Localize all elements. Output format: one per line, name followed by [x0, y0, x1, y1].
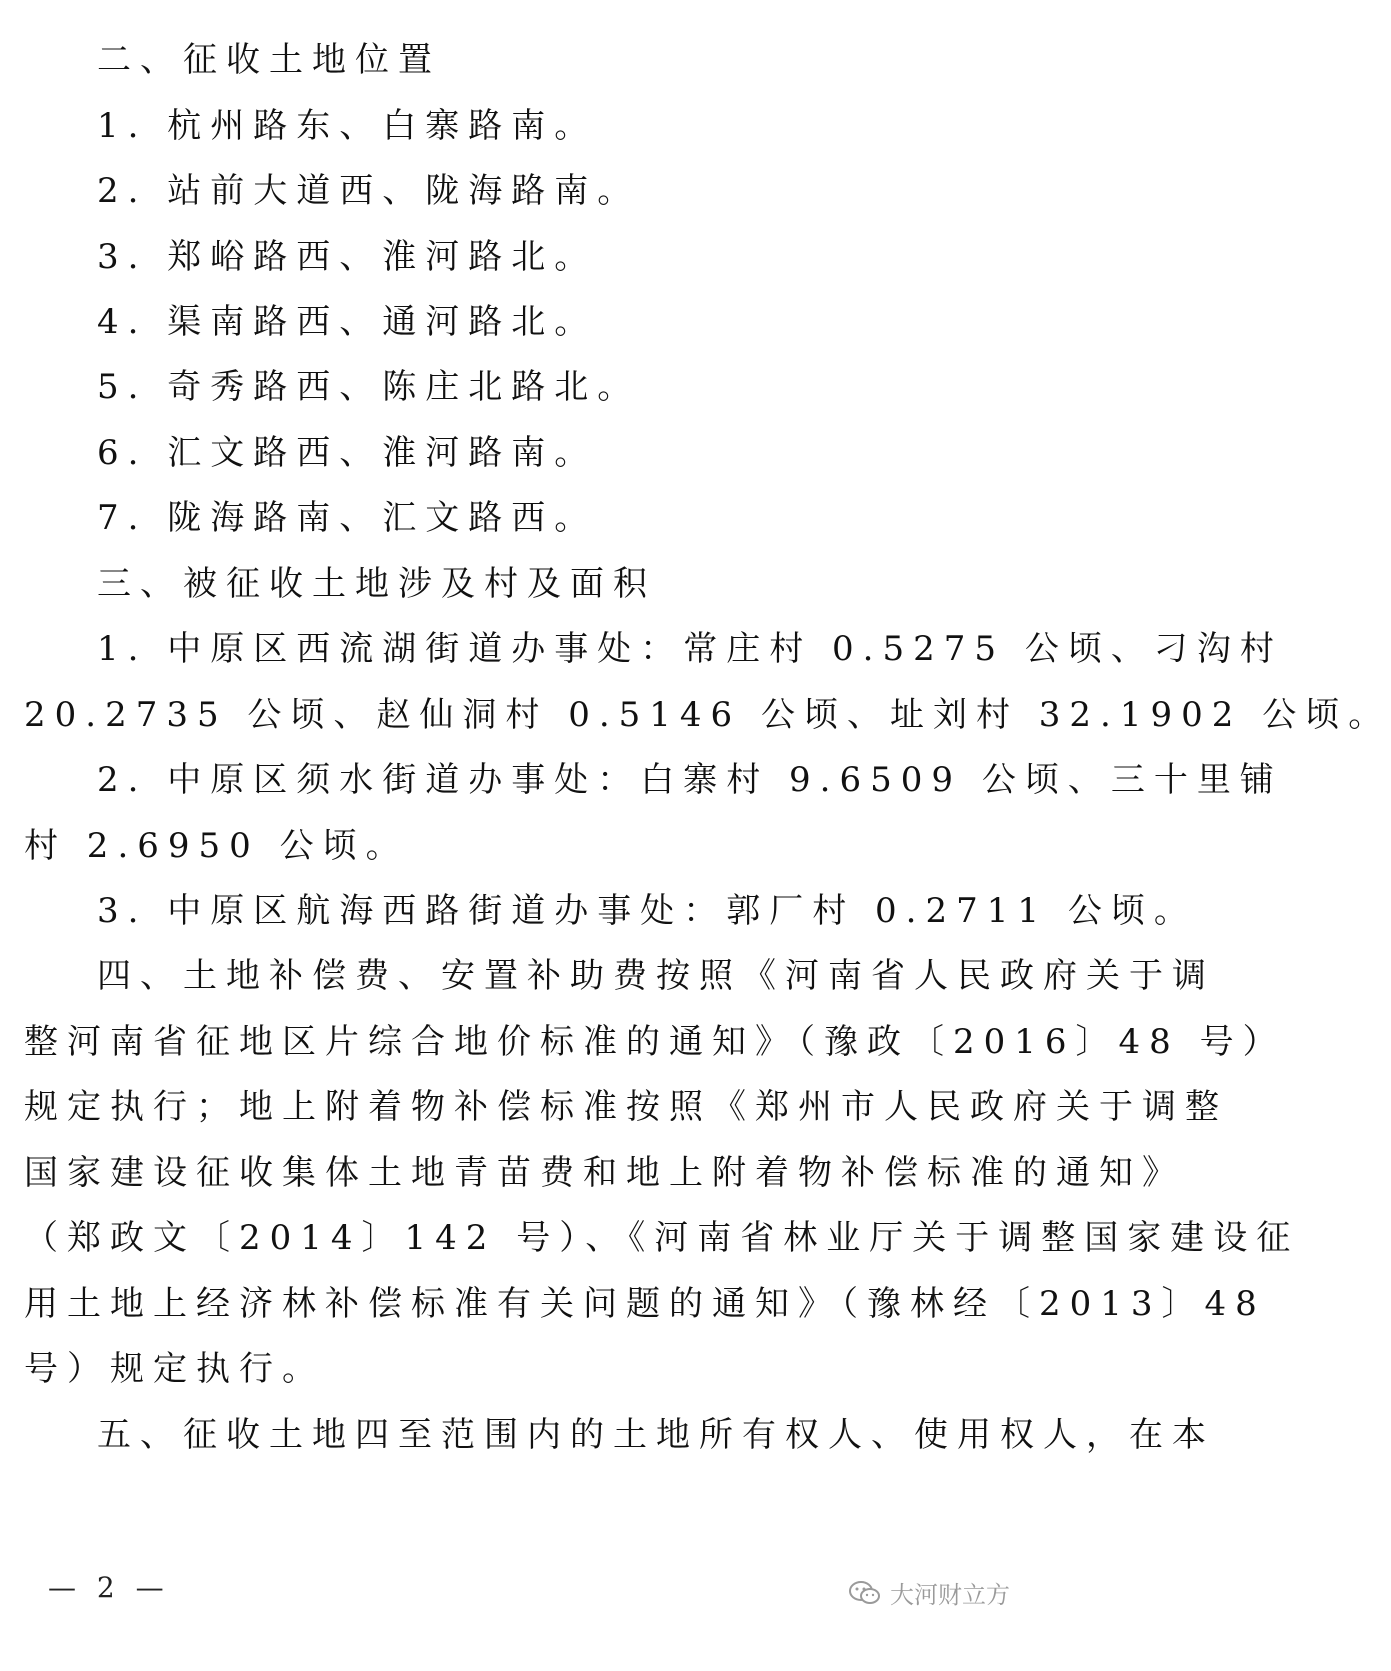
watermark	[848, 1575, 1010, 1610]
section-heading-3: 三、被征收土地涉及村及面积	[97, 564, 656, 604]
section-4-line7: 号）规定执行。	[24, 1349, 325, 1389]
section-4-line3: 规定执行；地上附着物补偿标准按照《郑州市人民政府关于调整	[24, 1087, 1228, 1127]
location-item-3: 3. 郑峪路西、淮河路北。	[97, 237, 598, 277]
section-4-line4: 国家建设征收集体土地青苗费和地上附着物补偿标准的通知》	[24, 1153, 1185, 1193]
location-item-5: 5. 奇秀路西、陈庄北路北。	[97, 367, 641, 407]
location-item-6: 6. 汇文路西、淮河路南。	[97, 433, 598, 473]
village-item-2-line2: 村 2.6950 公顷。	[24, 826, 409, 866]
section-5-line1: 五、征收土地四至范围内的土地所有权人、使用权人，在本	[97, 1415, 1215, 1455]
section-4-line6: 用土地上经济林补偿标准有关问题的通知》（豫林经〔2013〕48	[24, 1284, 1266, 1324]
wechat-icon	[848, 1580, 882, 1606]
page-number: — 2 —	[48, 1571, 170, 1604]
village-item-1-line1: 1. 中原区西流湖街道办事处：常庄村 0.5275 公顷、刁沟村	[97, 629, 1283, 669]
village-item-2-line1: 2. 中原区须水街道办事处：白寨村 9.6509 公顷、三十里铺	[97, 760, 1283, 800]
location-item-7: 7. 陇海路南、汇文路西。	[97, 498, 598, 538]
section-4-line2: 整河南省征地区片综合地价标准的通知》（豫政〔2016〕48 号）	[24, 1022, 1286, 1062]
location-item-1: 1. 杭州路东、白寨路南。	[97, 106, 598, 146]
section-4-line1: 四、土地补偿费、安置补助费按照《河南省人民政府关于调	[97, 956, 1215, 996]
location-item-2: 2. 站前大道西、陇海路南。	[97, 171, 641, 211]
village-item-3: 3. 中原区航海西路街道办事处：郭厂村 0.2711 公顷。	[97, 891, 1197, 931]
village-item-1-line2: 20.2735 公顷、赵仙洞村 0.5146 公顷、址刘村 32.1902 公顷。	[24, 695, 1391, 735]
watermark-text: 大河财立方	[890, 1581, 1010, 1609]
section-heading-2: 二、征收土地位置	[97, 40, 441, 80]
location-item-4: 4. 渠南路西、通河路北。	[97, 302, 598, 342]
section-4-line5: （郑政文〔2014〕142 号）、《河南省林业厅关于调整国家建设征	[24, 1218, 1300, 1258]
